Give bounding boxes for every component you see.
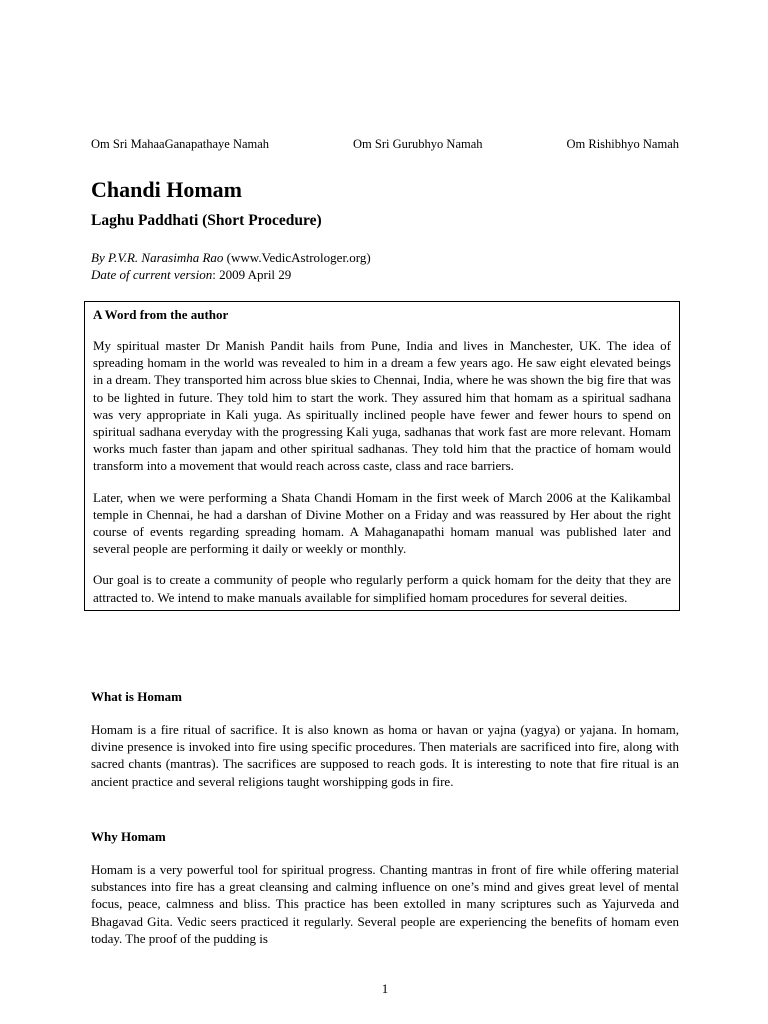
invocation-header <box>91 137 679 152</box>
why-homam-heading: Why Homam <box>91 829 166 844</box>
invocation-left: Om Sri MahaaGanapathaye Namah <box>91 137 270 151</box>
version-date-value: : 2009 April 29 <box>212 267 292 282</box>
what-is-homam-text: Homam is a fire ritual of sacrifice. It is also known as homa or havan or yajna (yagya) or yajana. In homam, divine presence is invoked into fire using specific procedures. Then materials are sacrificed into fire, along with sacred chants (mantras). The sacrifices are supposed to reach gods. It is interesting to note that fire ritual is an ancient practice and several religions taught worshipping gods in fire. <box>91 722 679 789</box>
invocation-right: Om Rishibhyo Namah <box>566 137 679 151</box>
version-date-label: Date of current version <box>91 267 213 282</box>
author-note-heading: A Word from the author <box>93 307 229 322</box>
why-homam-section <box>91 828 679 947</box>
byline <box>91 249 371 283</box>
document-subtitle: Laghu Paddhati (Short Procedure) <box>91 212 322 229</box>
what-is-homam-section <box>91 688 679 790</box>
author-note-paragraph: My spiritual master Dr Manish Pandit hails from Pune, India and lives in Manchester, UK. The idea of spreading homam in the world was revealed to him in a dream a few years ago. He saw eight elevated beings in a dream. They transported him across blue skies to Chennai, India, where he was shown the big fire that was to be lighted in future. They told him to start the work. They assured him that homam as a spiritual sadhana was very appropriate in Kali yuga. As spiritually inclined people have fewer and fewer hours to spend on spiritual sadhana everyday with the progressing Kali yuga, sadhanas that work fast are more relevant. Homam works much faster than japam and other spiritual sadhanas. They told him that the practice of homam would transform into a movement that would reach across caste, class and race barriers. <box>93 338 671 474</box>
document-title: Chandi Homam <box>91 177 242 202</box>
author-note-paragraph: Our goal is to create a community of people who regularly perform a quick homam for the deity that they are attracted to. We intend to make manuals available for simplified homam procedures for several deities. <box>93 572 671 605</box>
why-homam-text: Homam is a very powerful tool for spiritual progress. Chanting mantras in front of fire while offering material substances into fire has a great cleansing and calming influence on one’s mind and gives great level of mental focus, peace, calmness and bliss. This practice has been extolled in many scriptures such as Yajurveda and Bhagavad Gita. Vedic seers practiced it regularly. Several people are experiencing the benefits of homam even today. The proof of the pudding is <box>91 862 679 946</box>
invocation-center: Om Sri Gurubhyo Namah <box>353 137 483 151</box>
version-date-line <box>91 266 371 283</box>
what-is-homam-heading: What is Homam <box>91 689 182 704</box>
author-website: (www.VedicAstrologer.org) <box>223 250 371 265</box>
page-number: 1 <box>381 981 389 996</box>
author-name: By P.V.R. Narasimha Rao <box>91 250 224 265</box>
author-line <box>91 249 371 266</box>
author-note-box <box>84 301 680 611</box>
author-note-paragraph: Later, when we were performing a Shata Chandi Homam in the first week of March 2006 at the Kalikambal temple in Chennai, he had a darshan of Divine Mother on a Friday and was reassured by Her about the right course of events regarding spreading homam. A Mahaganapathi homam manual was published later and several people are performing it daily or weekly or monthly. <box>93 489 671 557</box>
